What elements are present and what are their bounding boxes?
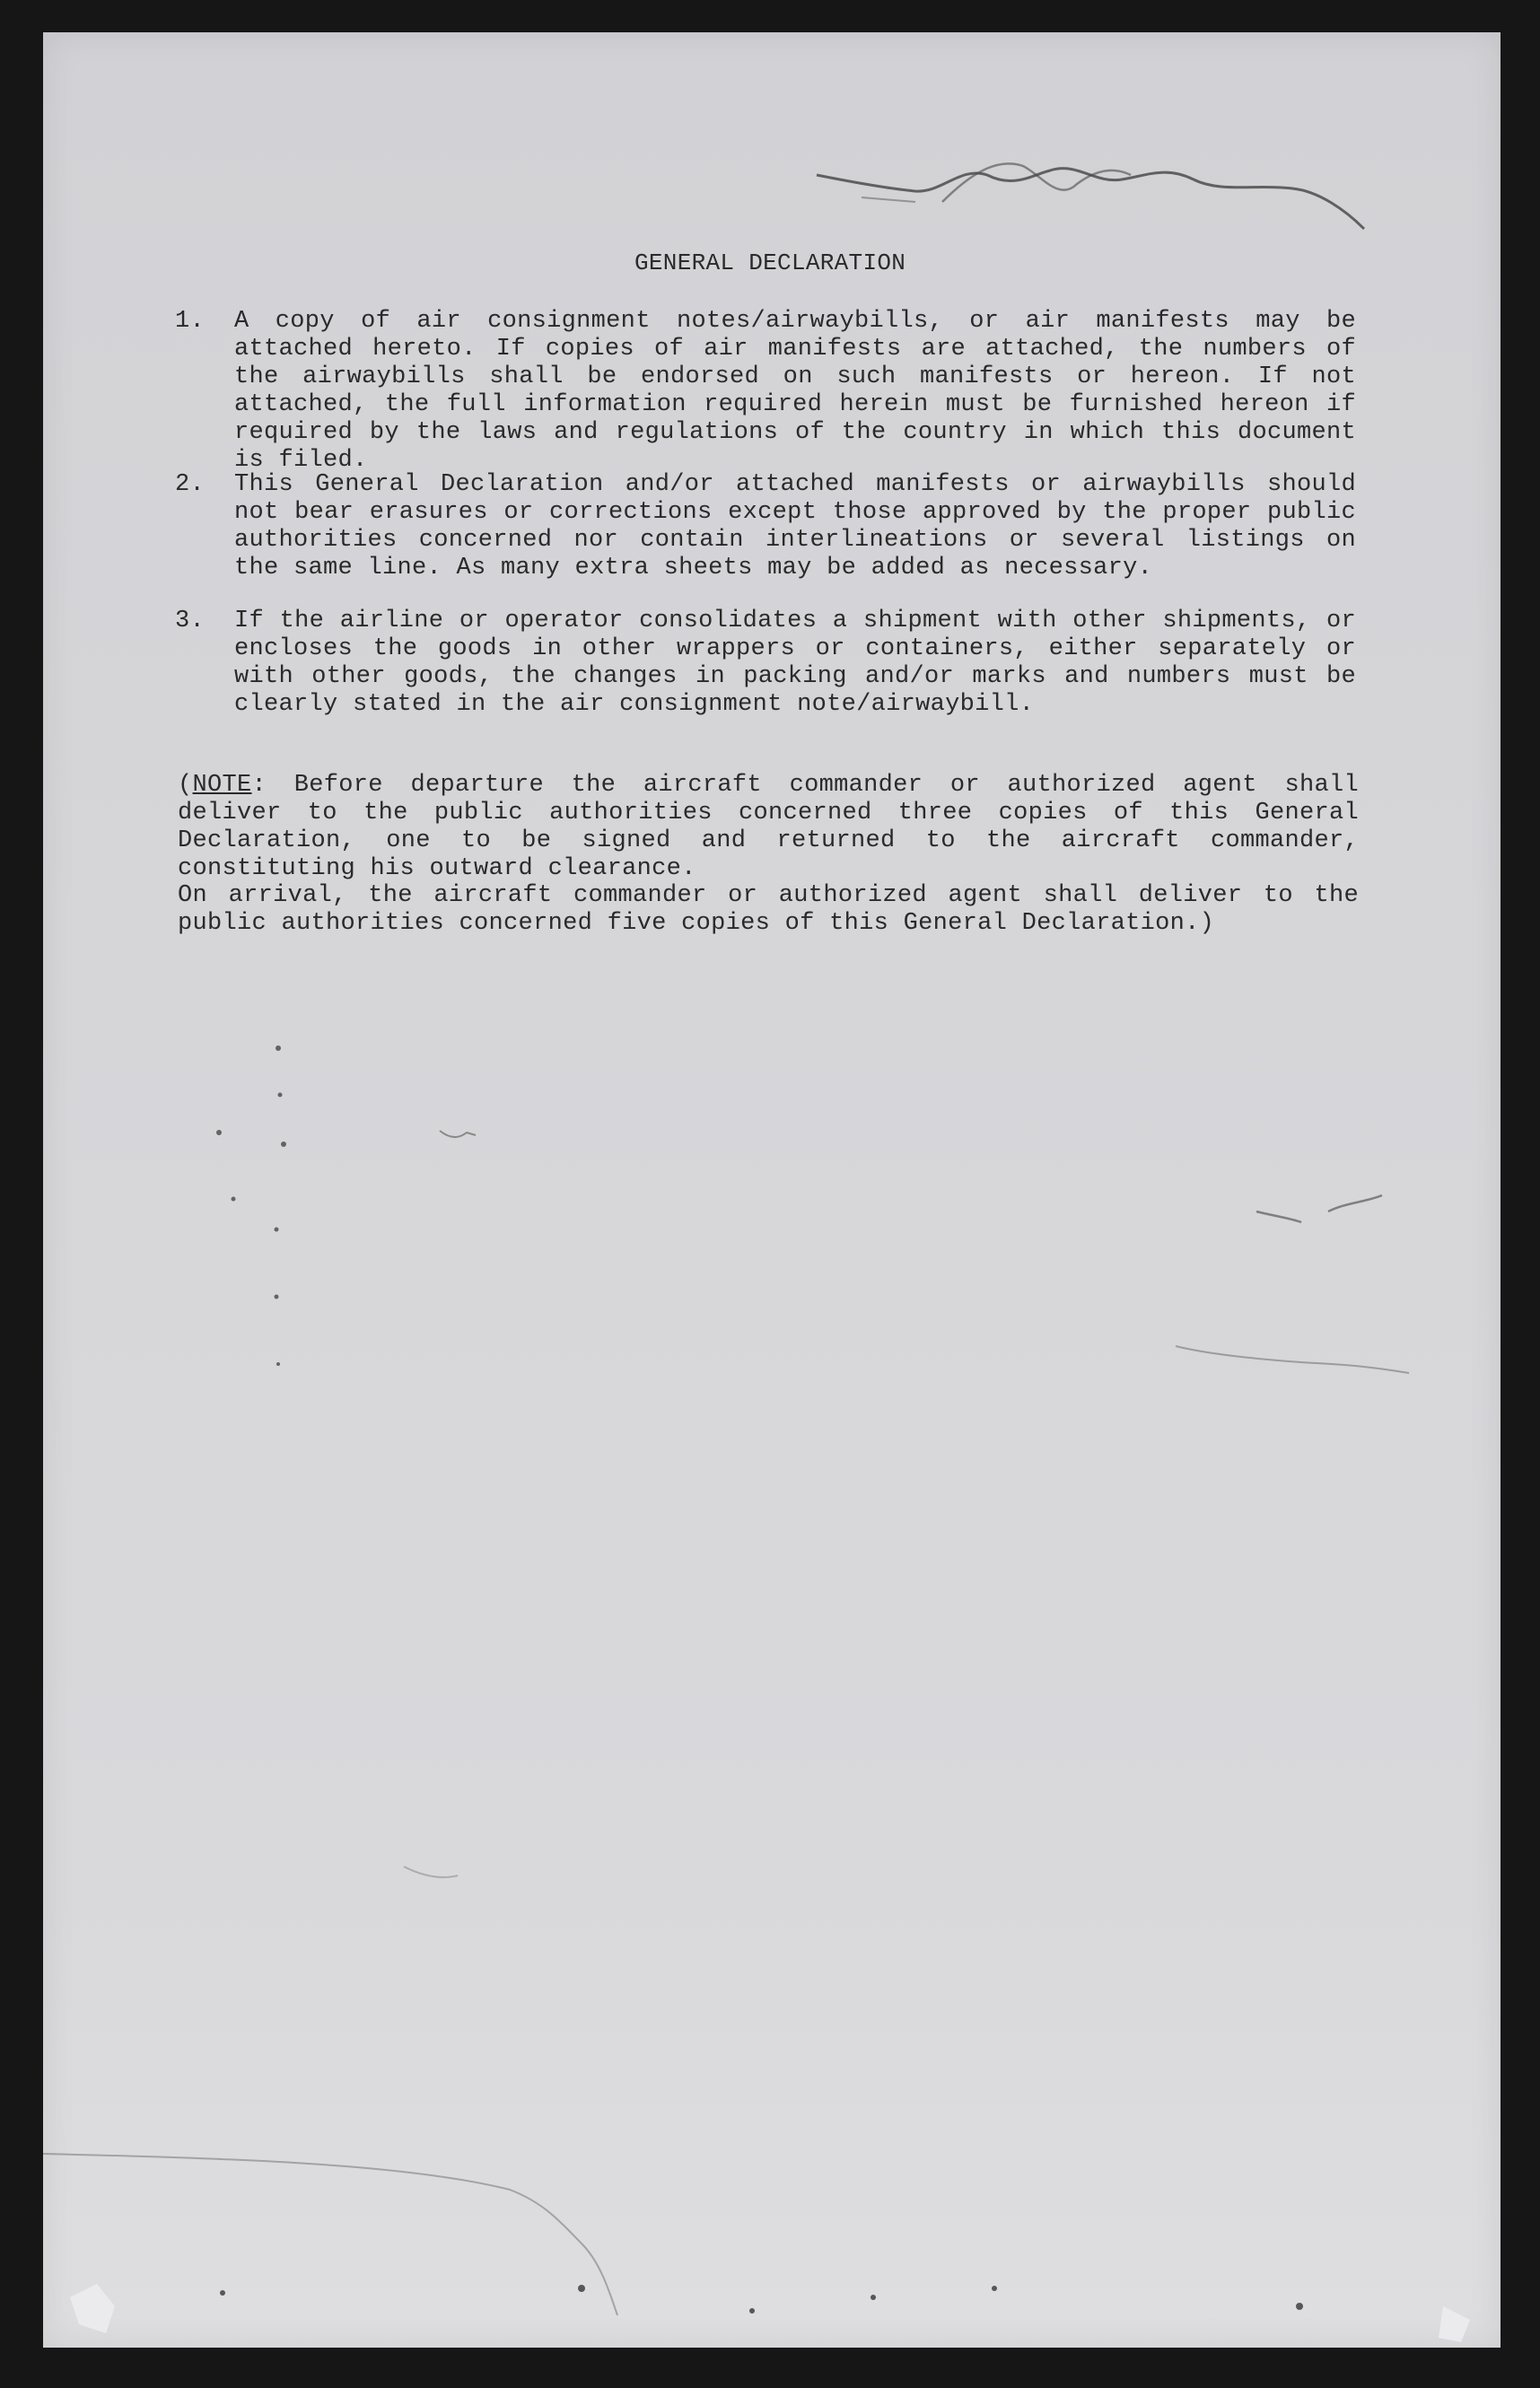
torn-bottom-edge: [43, 2127, 1501, 2351]
note-label: NOTE: [192, 772, 252, 799]
item-text: A copy of air consignment notes/airwaybills, or air manifests may be attached hereto. If copies of air manifests are attached, the numbers of the airwaybills shall be endorsed on such manifests or hereon. If not attached, the full information required herein must be furnished hereon if required by the laws and regulations of the country in which this document is filed.: [234, 308, 1356, 474]
item-number: 3.: [175, 608, 206, 634]
item-text: If the airline or operator consolidates a shipment with other shipments, or encloses the goods in other wrappers or containers, either separately or with other goods, the changes in packing and/or marks and numbers must be clearly stated in the air consignment note/airwaybill.: [234, 608, 1356, 718]
note-open-paren: (: [178, 772, 193, 799]
handwritten-signature: [808, 148, 1382, 247]
arrival-paragraph: On arrival, the aircraft commander or authorized agent shall deliver to the public authorities concerned five copies of this General Declaration.): [178, 882, 1359, 937]
item-number: 1.: [175, 308, 206, 335]
bleed-through-marks: [135, 987, 1436, 1974]
note-paragraph: [178, 772, 1359, 883]
document-title: GENERAL DECLARATION: [634, 249, 906, 276]
item-number: 2.: [175, 471, 206, 498]
item-text: This General Declaration and/or attached manifests or airwaybills should not bear erasures or corrections except those approved by the proper public authorities concerned nor contain interlineations or several listings on the same line. As many extra sheets may be added as necessary.: [234, 471, 1356, 582]
note-text: : Before departure the aircraft commander or authorized agent shall deliver to the public authorities concerned three copies of this General Declaration, one to be signed and returned to the aircraft commander, constituting his outward clearance.: [178, 772, 1359, 882]
